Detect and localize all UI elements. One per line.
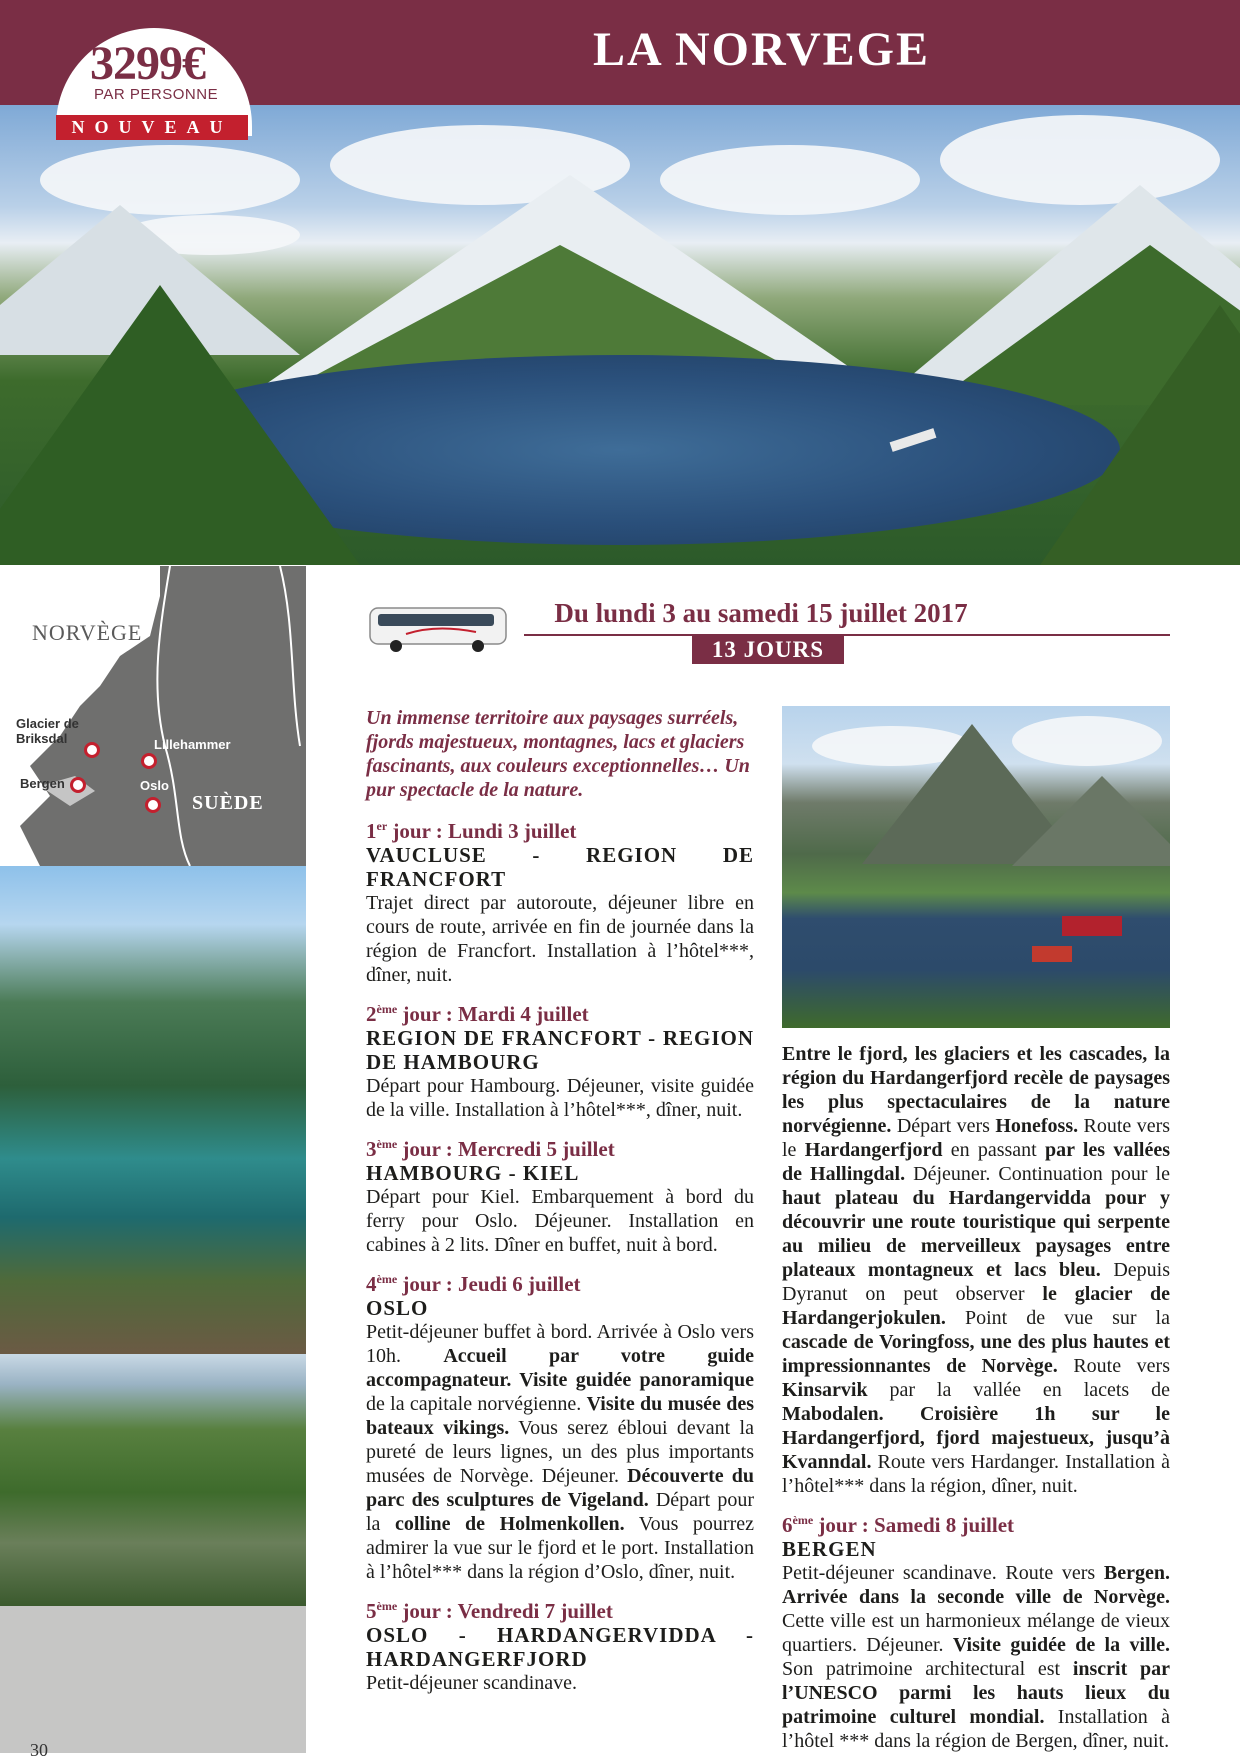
day-6-number: 6 bbox=[782, 1513, 793, 1537]
map-pin-oslo bbox=[145, 797, 161, 813]
day-3 bbox=[366, 1132, 754, 1257]
day-4 bbox=[366, 1267, 754, 1584]
day-4-label: jour : Jeudi 6 juillet bbox=[402, 1272, 581, 1296]
itinerary-column-2 bbox=[782, 1042, 1170, 1753]
day-3-label: jour : Mercredi 5 juillet bbox=[402, 1137, 615, 1161]
map-city-lillehammer: Lillehammer bbox=[154, 737, 231, 752]
photo-lofoten-village bbox=[782, 706, 1170, 1028]
day-1-label: jour : Lundi 3 juillet bbox=[392, 819, 577, 843]
day-2-title: REGION DE FRANCFORT - REGION DE HAMBOURG bbox=[366, 1026, 754, 1074]
day-5-number: 5 bbox=[366, 1599, 377, 1623]
day-5-label: jour : Vendredi 7 juillet bbox=[402, 1599, 613, 1623]
divider bbox=[524, 634, 1170, 636]
day-3-suffix: ème bbox=[376, 1137, 398, 1151]
photo-waterfall-canyon bbox=[0, 1354, 306, 1606]
hero-photo-fjord bbox=[0, 105, 1240, 565]
day-5-suffix: ème bbox=[376, 1599, 398, 1613]
price-unit: PAR PERSONNE bbox=[94, 86, 219, 103]
day-6 bbox=[782, 1508, 1170, 1753]
price: 3299€ bbox=[90, 37, 205, 90]
page-number: 30 bbox=[30, 1740, 48, 1760]
trip-dates: Du lundi 3 au samedi 15 juillet 2017 bbox=[554, 598, 968, 628]
day-2-suffix: ème bbox=[376, 1002, 398, 1016]
day-1 bbox=[366, 814, 754, 987]
day-2 bbox=[366, 997, 754, 1122]
day-5-body-start: Petit-déjeuner scandinave. bbox=[366, 1672, 578, 1694]
map-pin-briksdal bbox=[84, 742, 100, 758]
itinerary-column-1 bbox=[366, 814, 754, 1695]
day-4-title: OSLO bbox=[366, 1296, 429, 1320]
day-6-suffix: ème bbox=[792, 1513, 814, 1527]
day-6-body: Petit-déjeuner scandinave. Route vers Bergen. Arrivée dans la seconde ville de Norvège. Cette ville est un harmonieux mélange de vieux quartiers. Déjeuner. Visite guidée de la ville. Son patrimoine architectural est inscrit par l’UNESCO parmi les hauts lieux du patrimoine culturel mondial. Installation à l’hôtel *** dans la région de Bergen, dîner, nuit. bbox=[782, 1562, 1170, 1752]
map-label-sweden: SUÈDE bbox=[192, 792, 264, 814]
map-pin-lillehammer bbox=[141, 753, 157, 769]
trip-duration: 13 JOURS bbox=[692, 636, 844, 664]
map-label-norway: NORVÈGE bbox=[32, 620, 143, 645]
map-pin-bergen bbox=[70, 777, 86, 793]
day-5 bbox=[366, 1594, 754, 1695]
day-2-label: jour : Mardi 4 juillet bbox=[402, 1002, 589, 1026]
day-2-number: 2 bbox=[366, 1002, 377, 1026]
day-6-label: jour : Samedi 8 juillet bbox=[818, 1513, 1015, 1537]
page-title: LA NORVEGE bbox=[592, 23, 930, 76]
day-5-title: OSLO - HARDANGERVIDDA - HARDANGERFJORD bbox=[366, 1623, 754, 1671]
day-1-title: VAUCLUSE - REGION DE FRANCFORT bbox=[366, 843, 754, 891]
day-1-body: Trajet direct par autoroute, déjeuner libre en cours de route, arrivée en fin de journée dans la région de Francfort. Installation à l’hôtel***, dîner, nuit. bbox=[366, 892, 754, 986]
day-3-body: Départ pour Kiel. Embarquement à bord du ferry pour Oslo. Déjeuner. Installation en cabines à 2 lits. Dîner en buffet, nuit à bord. bbox=[366, 1186, 754, 1256]
photo-fjord-valley bbox=[0, 866, 306, 1354]
day-5-body: Entre le fjord, les glaciers et les cascades, la région du Hardangerfjord recèle de paysages les plus spectaculaires de la nature norvégienne. Départ vers Honefoss. Route vers le Hardangerfjord en passant par les vallées de Hallingdal. Déjeuner. Continuation pour le haut plateau du Hardangervidda pour y découvrir une route touristique qui serpente au milieu de merveilleux paysages entre plateaux montagneux et lacs bleu. Depuis Dyranut on peut observer le glacier de Hardangerjokulen. Point de vue sur la cascade de Voringfoss, une des plus hautes et impressionnantes de Norvège. Route vers Kinsarvik par la vallée en lacets de Mabodalen. Croisière 1h sur le Hardangerfjord, fjord majestueux, jusqu’à Kvanndal. Route vers Hardanger. Installation à l’hôtel*** dans la région, dîner, nuit. bbox=[782, 1043, 1171, 1497]
day-6-title: BERGEN bbox=[782, 1537, 877, 1561]
day-4-number: 4 bbox=[366, 1272, 377, 1296]
day-1-suffix: er bbox=[376, 819, 388, 833]
map-city-briksdal: Glacier de Briksdal bbox=[16, 716, 79, 746]
new-badge: NOUVEAU bbox=[56, 115, 248, 140]
day-4-body: Petit-déjeuner buffet à bord. Arrivée à Oslo vers 10h. Accueil par votre guide accompagnateur. Visite guidée panoramique de la capitale norvégienne. Visite du musée des bateaux vikings. Vous serez ébloui devant la pureté de leurs lignes, un des plus importants musées de Norvège. Déjeuner. Découverte du parc des sculptures de Vigeland. Départ pour la colline de Holmenkollen. Vous pourrez admirer la vue sur le fjord et le port. Installation à l’hôtel*** dans la région d’Oslo, dîner, nuit. bbox=[366, 1321, 755, 1583]
day-1-number: 1 bbox=[366, 819, 377, 843]
day-2-body: Départ pour Hambourg. Déjeuner, visite guidée de la ville. Installation à l’hôtel***, dîner, nuit. bbox=[366, 1075, 754, 1121]
map-city-bergen: Bergen bbox=[20, 776, 65, 791]
day-4-suffix: ème bbox=[376, 1272, 398, 1286]
day-3-title: HAMBOURG - KIEL bbox=[366, 1161, 580, 1185]
map-city-oslo: Oslo bbox=[140, 778, 169, 793]
bus-icon bbox=[366, 602, 512, 654]
intro-text: Un immense territoire aux paysages surréels, fjords majestueux, montagnes, lacs et glaciers fascinants, aux couleurs exceptionnelles… Un pur spectacle de la nature. bbox=[366, 707, 750, 801]
day-3-number: 3 bbox=[366, 1137, 377, 1161]
left-footer-band bbox=[0, 1606, 306, 1753]
